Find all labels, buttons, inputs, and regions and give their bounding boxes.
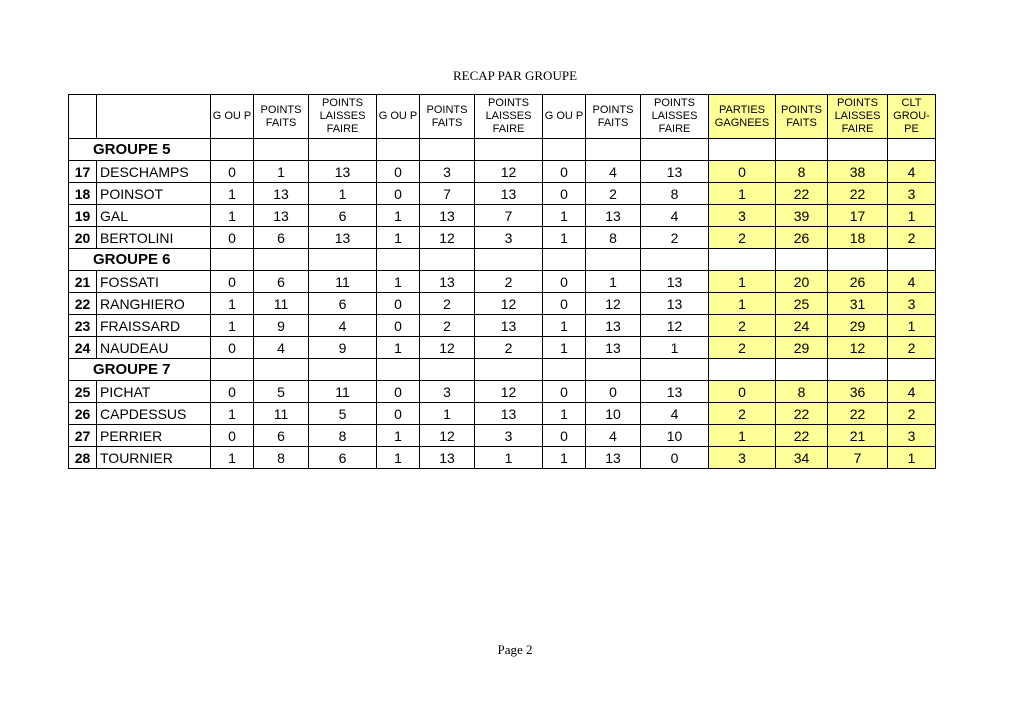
table-row [69, 183, 936, 205]
score-cell: 0 [377, 293, 420, 315]
score-cell: 3 [888, 293, 936, 315]
score-cell: 1 [211, 183, 254, 205]
score-cell: 4 [888, 161, 936, 183]
group-row-empty-cell [420, 359, 475, 381]
score-cell: 0 [211, 425, 254, 447]
score-cell: 18 [828, 227, 888, 249]
score-cell: 7 [475, 205, 543, 227]
score-cell: 13 [254, 205, 309, 227]
score-cell: 13 [420, 271, 475, 293]
score-cell: 1 [641, 337, 709, 359]
group-label: GROUPE 5 [69, 139, 211, 161]
table-row [69, 227, 936, 249]
score-cell: 1 [420, 403, 475, 425]
score-cell: 34 [776, 447, 828, 469]
score-cell: 5 [254, 381, 309, 403]
score-cell: 12 [828, 337, 888, 359]
header-row [69, 95, 936, 139]
column-header: PARTIES GAGNEES [709, 95, 776, 139]
score-cell: 13 [586, 447, 641, 469]
score-cell: 1 [709, 293, 776, 315]
score-cell: 0 [211, 337, 254, 359]
score-cell: 13 [586, 205, 641, 227]
score-cell: 0 [543, 183, 586, 205]
score-cell: 22 [776, 425, 828, 447]
score-cell: 11 [309, 381, 377, 403]
score-cell: 22 [776, 183, 828, 205]
column-header: POINTS FAITS [420, 95, 475, 139]
score-cell: 1 [377, 447, 420, 469]
group-row-empty-cell [641, 139, 709, 161]
score-cell: 10 [586, 403, 641, 425]
score-cell: 4 [641, 205, 709, 227]
group-row-empty-cell [828, 249, 888, 271]
score-cell: 0 [211, 381, 254, 403]
table-row [69, 293, 936, 315]
score-cell: 0 [543, 161, 586, 183]
player-name: BERTOLINI [97, 227, 211, 249]
score-cell: 4 [641, 403, 709, 425]
group-row-empty-cell [254, 139, 309, 161]
group-row [69, 359, 936, 381]
score-cell: 12 [475, 381, 543, 403]
score-cell: 6 [254, 227, 309, 249]
group-row-empty-cell [543, 139, 586, 161]
score-cell: 6 [309, 447, 377, 469]
player-number: 28 [69, 447, 97, 469]
score-cell: 1 [543, 447, 586, 469]
score-cell: 4 [888, 381, 936, 403]
player-number: 27 [69, 425, 97, 447]
player-number: 17 [69, 161, 97, 183]
group-row-empty-cell [888, 249, 936, 271]
score-cell: 1 [543, 205, 586, 227]
score-cell: 3 [420, 161, 475, 183]
score-cell: 2 [641, 227, 709, 249]
score-cell: 29 [828, 315, 888, 337]
score-cell: 3 [475, 425, 543, 447]
group-row-empty-cell [377, 359, 420, 381]
score-cell: 1 [543, 337, 586, 359]
table-row [69, 425, 936, 447]
group-row-empty-cell [828, 359, 888, 381]
score-cell: 2 [420, 293, 475, 315]
player-number: 21 [69, 271, 97, 293]
score-cell: 12 [420, 227, 475, 249]
group-row-empty-cell [586, 249, 641, 271]
score-cell: 1 [543, 227, 586, 249]
player-number: 20 [69, 227, 97, 249]
score-cell: 0 [543, 271, 586, 293]
score-cell: 13 [586, 337, 641, 359]
score-cell: 1 [211, 205, 254, 227]
group-row-empty-cell [543, 359, 586, 381]
score-cell: 13 [641, 271, 709, 293]
score-cell: 3 [420, 381, 475, 403]
score-cell: 2 [709, 337, 776, 359]
score-cell: 0 [211, 161, 254, 183]
score-cell: 0 [709, 161, 776, 183]
score-cell: 2 [586, 183, 641, 205]
table-row [69, 315, 936, 337]
column-header: POINTS LAISSES FAIRE [641, 95, 709, 139]
score-cell: 22 [828, 403, 888, 425]
score-cell: 2 [709, 403, 776, 425]
score-cell: 1 [475, 447, 543, 469]
score-cell: 22 [776, 403, 828, 425]
score-cell: 38 [828, 161, 888, 183]
player-name: GAL [97, 205, 211, 227]
column-header: CLT GROU-PE [888, 95, 936, 139]
score-cell: 8 [776, 381, 828, 403]
table-row [69, 161, 936, 183]
score-cell: 0 [586, 381, 641, 403]
score-cell: 4 [309, 315, 377, 337]
player-number: 23 [69, 315, 97, 337]
score-cell: 7 [828, 447, 888, 469]
table-row [69, 403, 936, 425]
group-row-empty-cell [377, 249, 420, 271]
score-cell: 1 [888, 447, 936, 469]
score-cell: 3 [888, 183, 936, 205]
score-cell: 0 [377, 403, 420, 425]
score-cell: 1 [543, 403, 586, 425]
player-name: DESCHAMPS [97, 161, 211, 183]
group-label: GROUPE 7 [69, 359, 211, 381]
score-cell: 9 [309, 337, 377, 359]
score-cell: 4 [888, 271, 936, 293]
column-header: POINTS FAITS [776, 95, 828, 139]
group-row-empty-cell [254, 249, 309, 271]
score-cell: 8 [254, 447, 309, 469]
score-cell: 1 [888, 205, 936, 227]
group-row-empty-cell [586, 139, 641, 161]
score-cell: 12 [475, 161, 543, 183]
score-cell: 4 [586, 425, 641, 447]
group-row [69, 139, 936, 161]
score-cell: 6 [309, 205, 377, 227]
group-row-empty-cell [475, 249, 543, 271]
score-cell: 1 [377, 205, 420, 227]
score-cell: 12 [420, 425, 475, 447]
score-cell: 8 [641, 183, 709, 205]
group-row-empty-cell [641, 249, 709, 271]
recap-table [68, 94, 936, 469]
player-number: 25 [69, 381, 97, 403]
group-label: GROUPE 6 [69, 249, 211, 271]
score-cell: 1 [377, 227, 420, 249]
column-header: POINTS LAISSES FAIRE [828, 95, 888, 139]
score-cell: 0 [543, 425, 586, 447]
score-cell: 1 [543, 315, 586, 337]
score-cell: 1 [211, 315, 254, 337]
score-cell: 13 [420, 447, 475, 469]
score-cell: 1 [254, 161, 309, 183]
score-cell: 2 [888, 337, 936, 359]
score-cell: 2 [709, 315, 776, 337]
column-header: G OU P [211, 95, 254, 139]
score-cell: 3 [888, 425, 936, 447]
group-row-empty-cell [309, 249, 377, 271]
player-number: 24 [69, 337, 97, 359]
group-row-empty-cell [420, 249, 475, 271]
score-cell: 13 [586, 315, 641, 337]
score-cell: 31 [828, 293, 888, 315]
group-row-empty-cell [888, 359, 936, 381]
score-cell: 13 [641, 381, 709, 403]
player-name: PICHAT [97, 381, 211, 403]
score-cell: 3 [709, 205, 776, 227]
score-cell: 0 [377, 381, 420, 403]
score-cell: 0 [543, 293, 586, 315]
score-cell: 17 [828, 205, 888, 227]
score-cell: 11 [309, 271, 377, 293]
group-row-empty-cell [776, 359, 828, 381]
score-cell: 1 [211, 403, 254, 425]
score-cell: 0 [709, 381, 776, 403]
score-cell: 12 [420, 337, 475, 359]
score-cell: 0 [377, 183, 420, 205]
score-cell: 6 [309, 293, 377, 315]
score-cell: 36 [828, 381, 888, 403]
score-cell: 39 [776, 205, 828, 227]
score-cell: 13 [641, 293, 709, 315]
header-blank-name [97, 95, 211, 139]
group-row-empty-cell [420, 139, 475, 161]
group-row-empty-cell [309, 139, 377, 161]
score-cell: 13 [309, 227, 377, 249]
column-header: G OU P [377, 95, 420, 139]
group-row-empty-cell [586, 359, 641, 381]
group-row-empty-cell [828, 139, 888, 161]
player-name: POINSOT [97, 183, 211, 205]
score-cell: 4 [586, 161, 641, 183]
player-name: CAPDESSUS [97, 403, 211, 425]
score-cell: 2 [709, 227, 776, 249]
table-row [69, 205, 936, 227]
player-number: 19 [69, 205, 97, 227]
group-row-empty-cell [211, 139, 254, 161]
score-cell: 11 [254, 293, 309, 315]
group-row-empty-cell [309, 359, 377, 381]
score-cell: 9 [254, 315, 309, 337]
score-cell: 12 [586, 293, 641, 315]
score-cell: 1 [211, 447, 254, 469]
score-cell: 13 [309, 161, 377, 183]
score-cell: 8 [586, 227, 641, 249]
player-number: 18 [69, 183, 97, 205]
score-cell: 26 [828, 271, 888, 293]
score-cell: 1 [586, 271, 641, 293]
score-cell: 5 [309, 403, 377, 425]
score-cell: 13 [475, 315, 543, 337]
player-name: NAUDEAU [97, 337, 211, 359]
group-row-empty-cell [709, 359, 776, 381]
group-row-empty-cell [709, 249, 776, 271]
score-cell: 1 [377, 337, 420, 359]
player-name: FRAISSARD [97, 315, 211, 337]
group-row-empty-cell [254, 359, 309, 381]
score-cell: 13 [254, 183, 309, 205]
score-cell: 2 [475, 337, 543, 359]
column-header: G OU P [543, 95, 586, 139]
group-row-empty-cell [641, 359, 709, 381]
score-cell: 1 [888, 315, 936, 337]
score-cell: 6 [254, 271, 309, 293]
score-cell: 24 [776, 315, 828, 337]
group-row-empty-cell [475, 139, 543, 161]
group-row-empty-cell [888, 139, 936, 161]
score-cell: 1 [709, 271, 776, 293]
score-cell: 20 [776, 271, 828, 293]
score-cell: 13 [641, 161, 709, 183]
group-row-empty-cell [377, 139, 420, 161]
score-cell: 10 [641, 425, 709, 447]
column-header: POINTS LAISSES FAIRE [475, 95, 543, 139]
score-cell: 0 [211, 271, 254, 293]
player-number: 26 [69, 403, 97, 425]
score-cell: 12 [475, 293, 543, 315]
score-cell: 1 [211, 293, 254, 315]
score-cell: 0 [543, 381, 586, 403]
score-cell: 1 [709, 183, 776, 205]
score-cell: 26 [776, 227, 828, 249]
player-number: 22 [69, 293, 97, 315]
group-row-empty-cell [543, 249, 586, 271]
score-cell: 2 [475, 271, 543, 293]
score-cell: 21 [828, 425, 888, 447]
score-cell: 0 [211, 227, 254, 249]
score-cell: 12 [641, 315, 709, 337]
column-header: POINTS FAITS [586, 95, 641, 139]
score-cell: 1 [377, 271, 420, 293]
score-cell: 13 [420, 205, 475, 227]
score-cell: 3 [709, 447, 776, 469]
group-row [69, 249, 936, 271]
column-header: POINTS LAISSES FAIRE [309, 95, 377, 139]
score-cell: 22 [828, 183, 888, 205]
score-cell: 13 [475, 183, 543, 205]
score-cell: 1 [709, 425, 776, 447]
score-cell: 2 [420, 315, 475, 337]
player-name: FOSSATI [97, 271, 211, 293]
score-cell: 13 [475, 403, 543, 425]
score-cell: 2 [888, 403, 936, 425]
header-blank-num [69, 95, 97, 139]
score-cell: 4 [254, 337, 309, 359]
player-name: RANGHIERO [97, 293, 211, 315]
group-row-empty-cell [776, 249, 828, 271]
score-cell: 7 [420, 183, 475, 205]
table-row [69, 271, 936, 293]
player-name: TOURNIER [97, 447, 211, 469]
score-cell: 25 [776, 293, 828, 315]
score-cell: 0 [377, 161, 420, 183]
group-row-empty-cell [211, 249, 254, 271]
group-row-empty-cell [475, 359, 543, 381]
column-header: POINTS FAITS [254, 95, 309, 139]
page-title: RECAP PAR GROUPE [452, 68, 578, 83]
score-cell: 0 [641, 447, 709, 469]
group-row-empty-cell [776, 139, 828, 161]
page-footer: Page 2 [497, 642, 533, 657]
score-cell: 8 [776, 161, 828, 183]
score-cell: 29 [776, 337, 828, 359]
table-row [69, 447, 936, 469]
score-cell: 6 [254, 425, 309, 447]
group-row-empty-cell [211, 359, 254, 381]
table-row [69, 337, 936, 359]
score-cell: 2 [888, 227, 936, 249]
group-row-empty-cell [709, 139, 776, 161]
table-row [69, 381, 936, 403]
score-cell: 3 [475, 227, 543, 249]
player-name: PERRIER [97, 425, 211, 447]
score-cell: 8 [309, 425, 377, 447]
score-cell: 0 [377, 315, 420, 337]
score-cell: 11 [254, 403, 309, 425]
score-cell: 1 [309, 183, 377, 205]
score-cell: 1 [377, 425, 420, 447]
